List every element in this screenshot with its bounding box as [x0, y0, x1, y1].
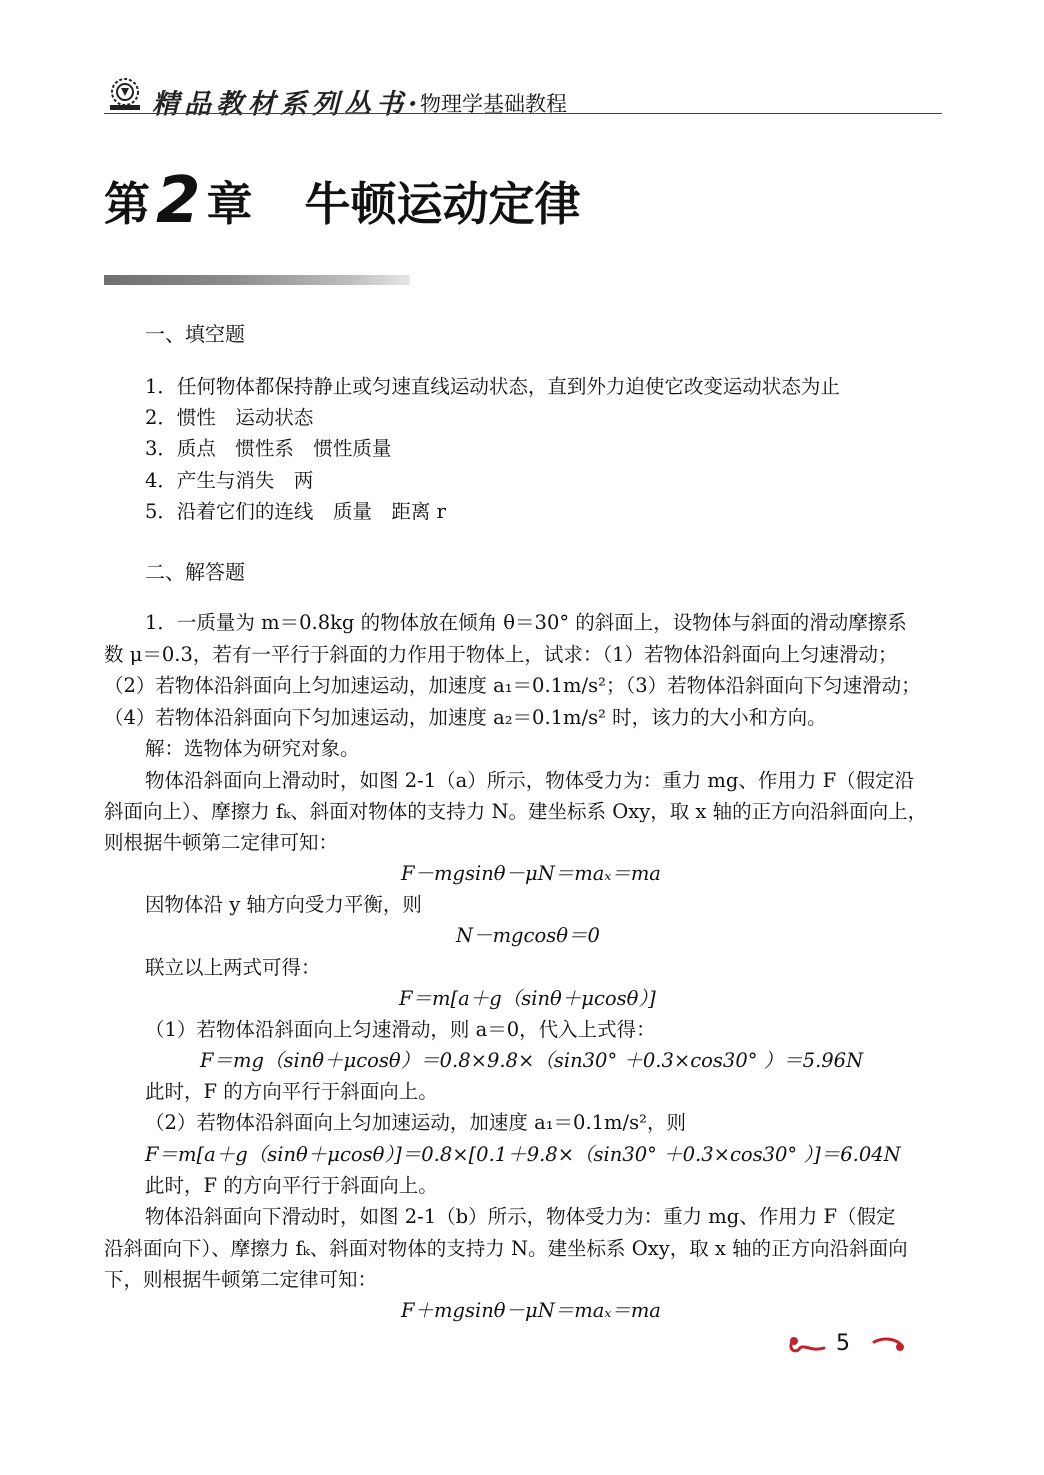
publisher-logo-icon [104, 76, 146, 112]
equation: F＋mgsinθ－μN＝maₓ＝ma [401, 1299, 661, 1322]
paragraph-line: 此时，F 的方向平行于斜面向上。 [145, 1080, 438, 1103]
section-title-fill: 一、填空题 [145, 322, 245, 346]
paragraph-line: 则根据牛顿第二定律可知： [104, 831, 339, 854]
question-line: （2）若物体沿斜面向上匀加速运动，加速度 a₁＝0.1m/s²；（3）若物体沿斜面向下匀速滑动； [104, 674, 921, 697]
question-line: （4）若物体沿斜面向下匀加速运动，加速度 a₂＝0.1m/s² 时，该力的大小和方向。 [104, 706, 827, 729]
chapter-decor-bar [104, 275, 410, 285]
paragraph-line: 物体沿斜面向下滑动时，如图 2-1（b）所示，物体受力为：重力 mg、作用力 F（假定 [145, 1205, 896, 1228]
paragraph-line: 因物体沿 y 轴方向受力平衡，则 [145, 893, 422, 916]
equation: F＝m[a＋g（sinθ＋μcosθ）]＝0.8×[0.1＋9.8×（sin30° ＋0.3×cos30° ）]＝6.04N [145, 1143, 901, 1166]
fill-item: 1．任何物体都保持静止或匀速直线运动状态，直到外力迫使它改变运动状态为止 [145, 375, 840, 398]
fill-item: 2．惯性 运动状态 [145, 406, 314, 429]
question-line: 数 μ＝0.3，若有一平行于斜面的力作用于物体上，试求：（1）若物体沿斜面向上匀速滑动； [104, 643, 898, 666]
fill-item: 5．沿着它们的连线 质量 距离 r [145, 500, 446, 523]
header-rule [104, 113, 942, 114]
paragraph-line: 沿斜面向下）、摩擦力 fₖ、斜面对物体的支持力 N。建坐标系 Oxy，取 x 轴的正方向沿斜面向 [104, 1237, 908, 1260]
equation: N－mgcosθ＝0 [456, 924, 600, 947]
chapter-number: 2 [156, 164, 201, 238]
paragraph-line: （1）若物体沿斜面向上匀速滑动，则 a＝0，代入上式得： [145, 1018, 656, 1041]
equation: F＝m[a＋g（sinθ＋μcosθ）] [399, 987, 656, 1010]
book-subtitle: 物理学基础教程 [420, 92, 567, 116]
fill-item: 4．产生与消失 两 [145, 469, 314, 492]
chapter-prefix: 第 [104, 177, 150, 231]
solution-intro: 解：选物体为研究对象。 [145, 737, 360, 760]
page-number: 5 [836, 1331, 850, 1356]
paragraph-line: 下，则根据牛顿第二定律可知： [104, 1268, 378, 1291]
paragraph-line: （2）若物体沿斜面向上匀加速运动，加速度 a₁＝0.1m/s²，则 [145, 1111, 686, 1134]
paragraph-line: 斜面向上）、摩擦力 fₖ、斜面对物体的支持力 N。建坐标系 Oxy，取 x 轴的正方向沿斜面向上， [104, 800, 928, 823]
fill-item: 3．质点 惯性系 惯性质量 [145, 437, 392, 460]
chapter-suffix: 章 [206, 177, 253, 231]
equation: F－mgsinθ－μN＝maₓ＝ma [401, 862, 661, 885]
page-ornament-icon [786, 1328, 916, 1368]
series-name: 精品教材系列丛书· [152, 89, 423, 120]
chapter-title: 牛顿运动定律 [304, 177, 581, 231]
question-line: 1．一质量为 m＝0.8kg 的物体放在倾角 θ＝30° 的斜面上，设物体与斜面的滑动摩擦系 [145, 611, 907, 634]
section-title-answer: 二、解答题 [145, 560, 245, 584]
paragraph-line: 物体沿斜面向上滑动时，如图 2-1（a）所示，物体受力为：重力 mg、作用力 F（假定沿 [145, 769, 915, 792]
paragraph-line: 此时，F 的方向平行于斜面向上。 [145, 1174, 438, 1197]
chapter-heading [104, 162, 581, 236]
paragraph-line: 联立以上两式可得： [145, 956, 321, 979]
equation: F＝mg（sinθ＋μcosθ）＝0.8×9.8×（sin30° ＋0.3×cos30° ）＝5.96N [200, 1049, 864, 1072]
